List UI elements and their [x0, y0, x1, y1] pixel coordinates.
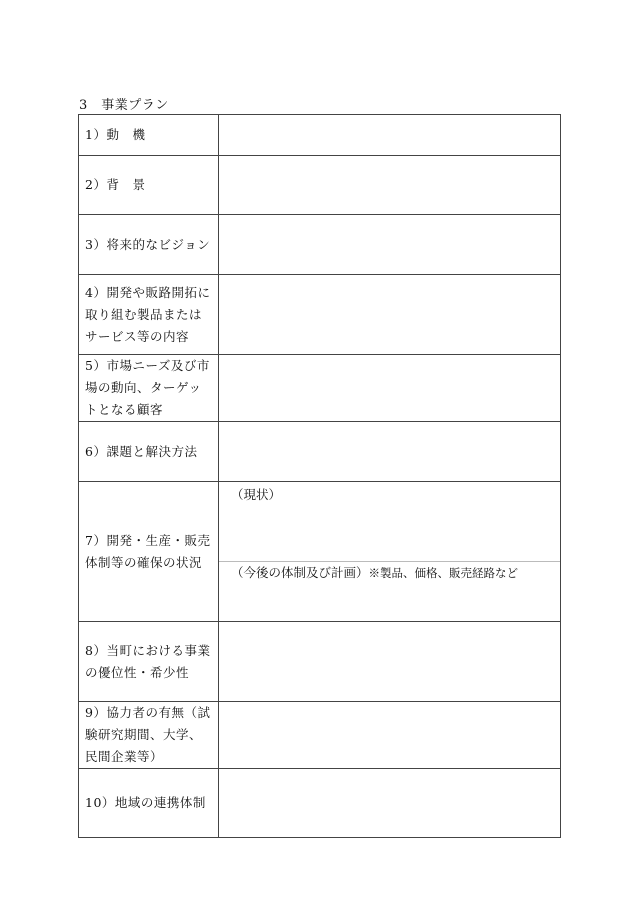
row-label-vision: 3）将来的なビジョン	[79, 215, 219, 275]
advantage-field[interactable]	[219, 622, 561, 702]
table-row	[79, 622, 561, 702]
vision-field[interactable]	[219, 215, 561, 275]
row-label-background: 2）背 景	[79, 156, 219, 215]
row-label-issues: 6）課題と解決方法	[79, 422, 219, 482]
section-title: 3 事業プラン	[79, 98, 169, 113]
row-label-partners: 9）協力者の有無（試験研究期間、大学、民間企業等）	[79, 702, 219, 769]
issues-field[interactable]	[219, 422, 561, 482]
product-field[interactable]	[219, 275, 561, 355]
structure-cell	[219, 482, 561, 622]
table-row	[79, 769, 561, 838]
partners-field[interactable]	[219, 702, 561, 769]
current-status-label: （現状）	[231, 487, 282, 502]
row-label-advantage: 8）当町における事業の優位性・希少性	[79, 622, 219, 702]
table-row	[79, 215, 561, 275]
row-label-product: 4）開発や販路開拓に取り組む製品またはサービス等の内容	[79, 275, 219, 355]
motive-field[interactable]	[219, 115, 561, 156]
background-field[interactable]	[219, 156, 561, 215]
row-label-market: 5）市場ニーズ及び市場の動向、ターゲットとなる顧客	[79, 355, 219, 422]
table-row	[79, 355, 561, 422]
future-plan-label: （今後の体制及び計画）	[231, 565, 369, 580]
structure-current-field[interactable]	[219, 482, 560, 562]
future-plan-note: ※製品、価格、販売経路など	[368, 566, 519, 580]
table-row	[79, 482, 561, 622]
table-row	[79, 115, 561, 156]
table-row	[79, 422, 561, 482]
market-field[interactable]	[219, 355, 561, 422]
table-row	[79, 275, 561, 355]
row-label-regional: 10）地域の連携体制	[79, 769, 219, 838]
row-label-motive: 1）動 機	[79, 115, 219, 156]
business-plan-table	[78, 114, 561, 838]
table-row	[79, 156, 561, 215]
structure-future-field[interactable]	[219, 562, 560, 621]
row-label-structure: 7）開発・生産・販売体制等の確保の状況	[79, 482, 219, 622]
regional-field[interactable]	[219, 769, 561, 838]
table-row	[79, 702, 561, 769]
